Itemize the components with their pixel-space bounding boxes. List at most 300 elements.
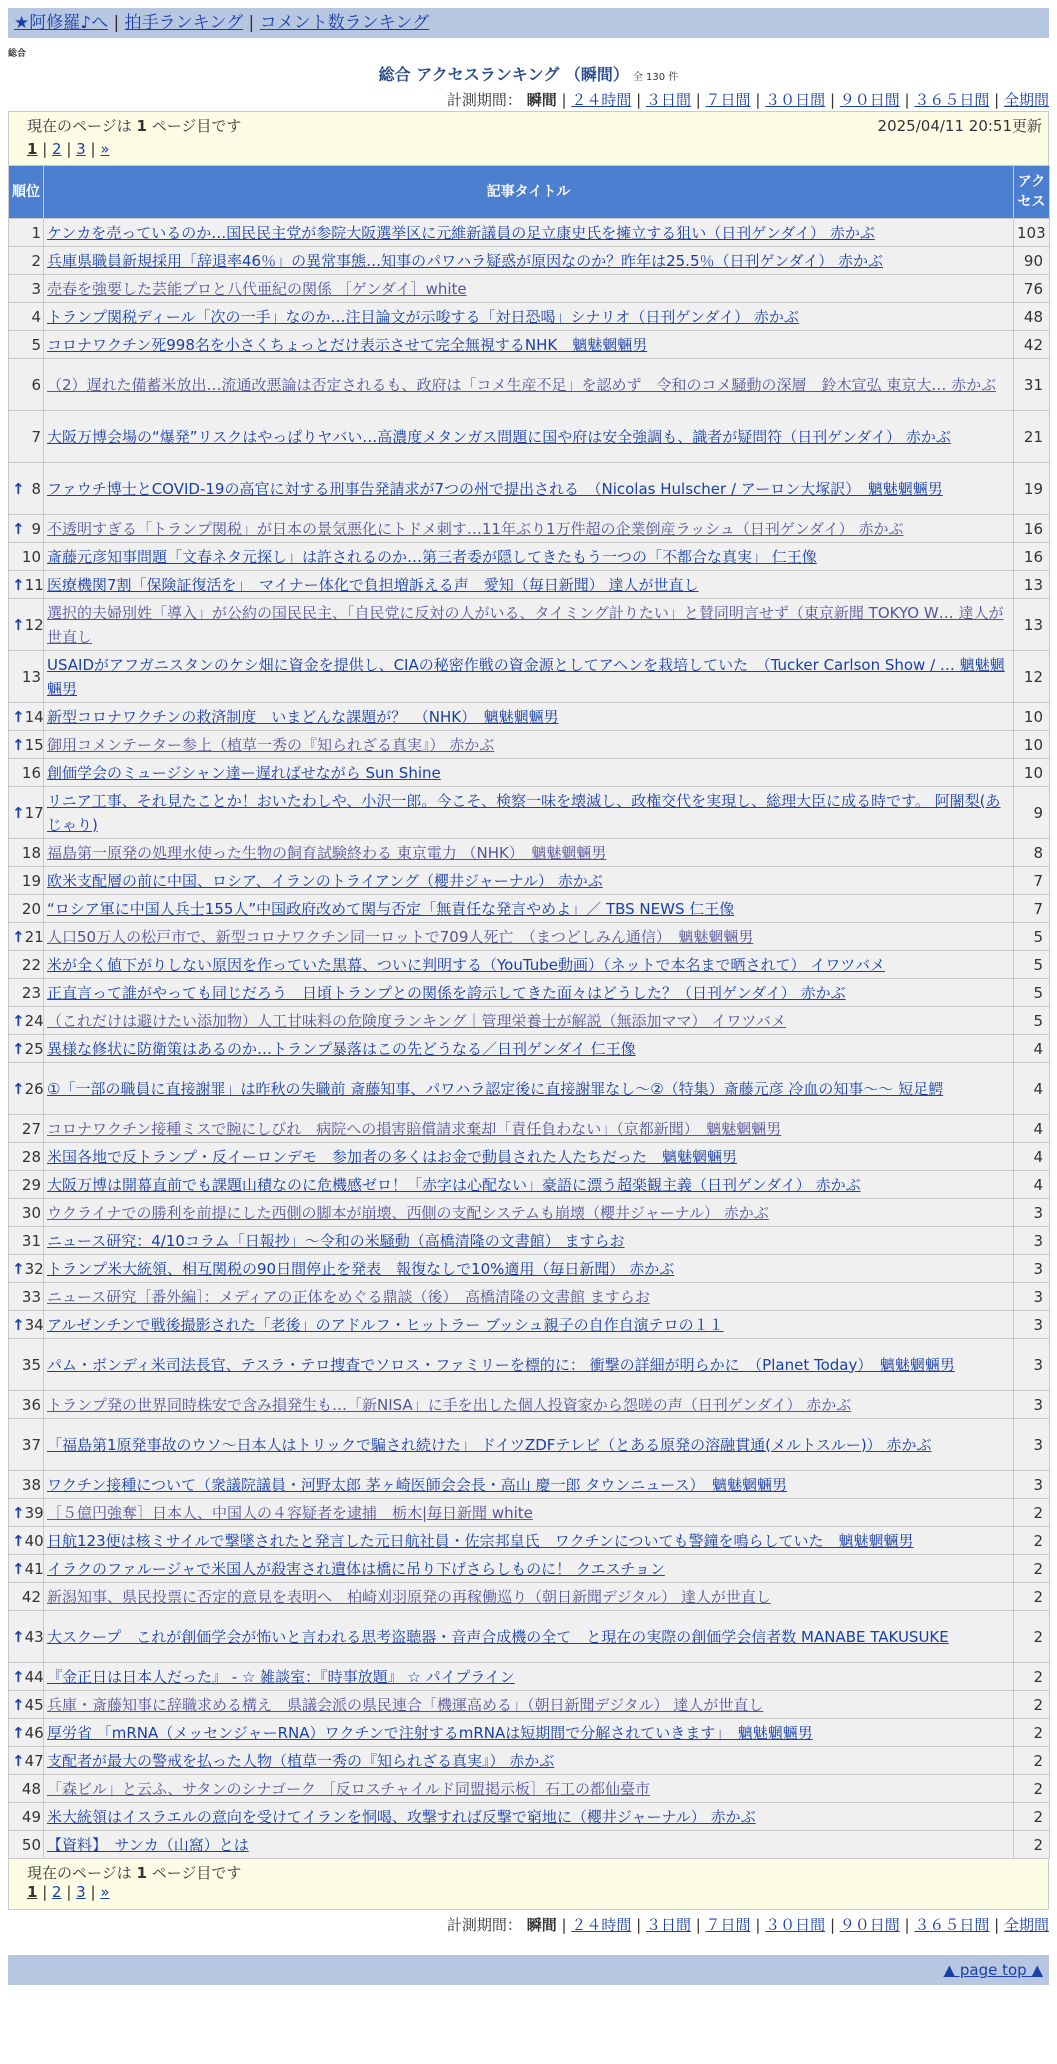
title-cell — [44, 1007, 1014, 1035]
title-cell — [44, 923, 1014, 951]
period-link[interactable]: ９０日間 — [839, 91, 900, 109]
article-link[interactable]: 厚労省 「mRNA（メッセンジャーRNA）ワクチンで注射するmRNAは短期間で分解されていきます」 魑魅魍魎男 — [47, 1723, 813, 1742]
title-cell — [44, 1063, 1014, 1115]
rank-number: 38 — [21, 1475, 41, 1494]
table-row — [9, 1255, 1050, 1283]
period-current: 瞬間 — [526, 91, 557, 109]
rank-cell — [9, 787, 44, 839]
article-link[interactable]: 大阪万博は開幕直前でも課題山積なのに危機感ゼロ！「赤字は心配ない」豪語に漂う超楽観主義（日刊ゲンダイ） 赤かぶ — [47, 1175, 861, 1194]
page-separator: | — [37, 1883, 53, 1901]
table-row — [9, 1831, 1050, 1859]
article-link[interactable]: 人口50万人の松戸市で、新型コロナワクチン同一ロットで709人死亡 （まつどしみん通信） 魑魅魍魎男 — [47, 927, 754, 946]
rank-number: 23 — [21, 983, 41, 1002]
rank-number: 37 — [21, 1435, 41, 1454]
table-row — [9, 515, 1050, 543]
table-row — [9, 1719, 1050, 1747]
next-page-link[interactable]: » — [100, 1883, 110, 1901]
rank-number: 14 — [24, 707, 44, 726]
rank-cell — [9, 1255, 44, 1283]
table-row — [9, 1611, 1050, 1663]
up-arrow-icon: ↑ — [12, 1259, 25, 1278]
table-row — [9, 951, 1050, 979]
title-cell — [44, 515, 1014, 543]
nav-separator: | — [248, 13, 255, 33]
table-row — [9, 1691, 1050, 1719]
rank-number: 15 — [24, 735, 44, 754]
page-link-current: 1 — [27, 140, 38, 158]
nav-separator: | — [113, 13, 120, 33]
top-nav-bar — [8, 8, 1049, 38]
period-link[interactable]: ３日間 — [645, 1916, 691, 1934]
rank-number: 40 — [24, 1531, 44, 1550]
title-cell — [44, 599, 1014, 651]
rank-cell — [9, 515, 44, 543]
table-row — [9, 703, 1050, 731]
table-row — [9, 543, 1050, 571]
article-link[interactable]: ケンカを売っているのか…国民民主党が参院大阪選挙区に元維新議員の足立康史氏を擁立する狙い（日刊ゲンダイ） 赤かぶ — [47, 223, 875, 242]
rank-number: 36 — [21, 1395, 41, 1414]
pager-current-page: 1 — [136, 117, 147, 135]
rank-cell — [9, 1143, 44, 1171]
up-arrow-icon: ↑ — [12, 1079, 25, 1098]
rank-number: 2 — [31, 251, 41, 270]
article-link[interactable]: 『金正日は日本人だった』 - ☆ 雑談室：『時事放題』 ☆ パイプライン — [47, 1667, 515, 1686]
period-label: 計測期間： — [446, 91, 522, 109]
period-separator: | — [750, 1916, 766, 1934]
period-link[interactable]: 全期間 — [1003, 91, 1049, 109]
access-count: 3 — [1014, 1311, 1050, 1339]
access-count: 4 — [1014, 1115, 1050, 1143]
title-cell — [44, 1199, 1014, 1227]
table-row — [9, 923, 1050, 951]
rank-cell — [9, 1199, 44, 1227]
header-rank: 順位 — [9, 166, 44, 219]
rank-number: 19 — [21, 871, 41, 890]
nav-link-comment-ranking[interactable]: コメント数ランキング — [259, 13, 430, 33]
rank-number: 39 — [24, 1503, 44, 1522]
article-link[interactable]: ワクチン接種について（衆議院議員・河野太郎 茅ヶ崎医師会会長・高山 慶一郎 タウンニュース） 魑魅魍魎男 — [47, 1475, 788, 1494]
table-row — [9, 759, 1050, 787]
rank-number: 31 — [21, 1231, 41, 1250]
access-count: 2 — [1014, 1691, 1050, 1719]
period-separator: | — [899, 1916, 915, 1934]
table-row — [9, 1747, 1050, 1775]
article-link[interactable]: USAIDがアフガニスタンのケシ畑に資金を提供し、CIAの秘密作戦の資金源としてアヘンを栽培していた （Tucker Carlson Show / … 魑魅魍魎男 — [47, 655, 1005, 698]
period-link[interactable]: ３６５日間 — [914, 1916, 990, 1934]
rank-number: 12 — [24, 615, 44, 634]
period-separator: | — [899, 91, 915, 109]
nav-link-asyura[interactable]: ★阿修羅♪へ — [14, 13, 109, 33]
article-link[interactable]: リニア工事、それ見たことか！おいたわしや、小沢一郎。今こそ、検察一味を壊滅し、政権交代を実現し、総理大臣に成る時です。 阿闍梨(あじゃり) — [47, 791, 1001, 834]
title-cell — [44, 1831, 1014, 1859]
page-title: 総合 アクセスランキング （瞬間） — [378, 65, 629, 84]
table-row — [9, 839, 1050, 867]
access-count: 3 — [1014, 1419, 1050, 1471]
article-link[interactable]: パム・ボンディ米司法長官、テスラ・テロ捜査でソロス・ファミリーを標的に： 衝撃の詳細が明らかに （Planet Today） 魑魅魍魎男 — [47, 1355, 955, 1374]
pager-top — [8, 111, 1049, 165]
period-separator: | — [825, 1916, 840, 1934]
article-link[interactable]: 「福島第1原発事故のウソ～日本人はトリックで騙され続けた」 ドイツZDFテレビ（とある原発の溶融貫通(メルトスルー)） 赤かぶ — [47, 1435, 932, 1454]
page-top-link[interactable]: ▲ page top ▲ — [943, 1961, 1043, 1979]
rank-cell — [9, 923, 44, 951]
page-separator: | — [85, 1883, 101, 1901]
table-row — [9, 1339, 1050, 1391]
access-count: 16 — [1014, 515, 1050, 543]
article-link[interactable]: コロナワクチン死998名を小さくちょっとだけ表示させて完全無視するNHK 魑魅魍魎男 — [47, 335, 648, 354]
rank-number: 5 — [31, 335, 41, 354]
title-cell — [44, 303, 1014, 331]
table-row — [9, 463, 1050, 515]
table-row — [9, 979, 1050, 1007]
article-link[interactable]: 選択的夫婦別姓「導入」が公約の国民民主、「自民党に反対の人がいる、タイミング計りたい」と賛同明言せず（東京新聞 TOKYO W… 達人が世直し — [47, 603, 1004, 646]
article-link[interactable]: コロナワクチン接種ミスで腕にしびれ 病院への損害賠償請求棄却「責任負わない」（京都新聞） 魑魅魍魎男 — [47, 1119, 782, 1138]
table-row — [9, 1007, 1050, 1035]
access-count: 103 — [1014, 219, 1050, 247]
access-count: 76 — [1014, 275, 1050, 303]
rank-number: 6 — [31, 375, 41, 394]
article-link[interactable]: 売春を強要した芸能プロと八代亜紀の関係 ［ゲンダイ］white — [47, 279, 467, 298]
rank-cell — [9, 463, 44, 515]
ranking-table — [8, 165, 1050, 1859]
article-link[interactable]: 日航123便は核ミサイルで撃墜されたと発言した元日航社員・佐宗邦皇氏 ワクチンについても警鐘を鳴らしていた 魑魅魍魎男 — [47, 1531, 914, 1550]
title-cell — [44, 571, 1014, 599]
rank-cell — [9, 1583, 44, 1611]
period-link[interactable]: ７日間 — [705, 91, 751, 109]
article-link[interactable]: トランプ発の世界同時株安で含み損発生も…「新NISA」に手を出した個人投資家から怨嗟の声（日刊ゲンダイ） 赤かぶ — [47, 1395, 852, 1414]
title-cell — [44, 359, 1014, 411]
article-link[interactable]: ウクライナでの勝利を前提にした西側の脚本が崩壊、西側の支配システムも崩壊（櫻井ジャーナル） 赤かぶ — [47, 1203, 769, 1222]
up-arrow-icon: ↑ — [12, 927, 25, 946]
access-count: 2 — [1014, 1775, 1050, 1803]
access-count: 4 — [1014, 1035, 1050, 1063]
rank-number: 24 — [24, 1011, 44, 1030]
table-row — [9, 1419, 1050, 1471]
access-count: 7 — [1014, 867, 1050, 895]
period-link[interactable]: ３０日間 — [765, 1916, 826, 1934]
rank-number: 27 — [21, 1119, 41, 1138]
title-cell — [44, 1035, 1014, 1063]
article-link[interactable]: 新潟知事、県民投票に否定的意見を表明へ 柏崎刈羽原発の再稼働巡り（朝日新聞デジタル） 達人が世直し — [47, 1587, 771, 1606]
rank-cell — [9, 1611, 44, 1663]
rank-cell — [9, 1339, 44, 1391]
rank-number: 13 — [21, 667, 41, 686]
table-row — [9, 1283, 1050, 1311]
next-page-link[interactable]: » — [100, 140, 110, 158]
access-count: 2 — [1014, 1719, 1050, 1747]
article-link[interactable]: イラクのファルージャで米国人が殺害され遺体は橋に吊り下げさらしものに！ クエスチョン — [47, 1559, 665, 1578]
up-arrow-icon: ↑ — [12, 1751, 25, 1770]
rank-number: 3 — [31, 279, 41, 298]
article-link[interactable]: 兵庫・斎藤知事に辞職求める構え 県議会派の県民連合「機運高める」（朝日新聞デジタル） 達人が世直し — [47, 1695, 764, 1714]
access-count: 5 — [1014, 979, 1050, 1007]
rank-number: 47 — [24, 1751, 44, 1770]
article-link[interactable]: 正直言って誰がやっても同じだろう 日頃トランプとの関係を誇示してきた面々はどうした？（日刊ゲンダイ） 赤かぶ — [47, 983, 846, 1002]
title-cell — [44, 703, 1014, 731]
access-count: 13 — [1014, 571, 1050, 599]
rank-cell — [9, 1419, 44, 1471]
access-count: 5 — [1014, 923, 1050, 951]
rank-cell — [9, 275, 44, 303]
pager-text-prefix: 現在のページは — [27, 1864, 132, 1882]
rank-number: 4 — [31, 307, 41, 326]
article-link[interactable]: 米が全く値下がりしない原因を作っていた黒幕、ついに判明する（YouTube動画）（ネットで本名まで晒されて） イワツバメ — [47, 955, 885, 974]
access-count: 10 — [1014, 759, 1050, 787]
article-link[interactable]: 米大統領はイスラエルの意向を受けてイランを恫喝、攻撃すれば反撃で窮地に（櫻井ジャーナル） 赤かぶ — [47, 1807, 756, 1826]
rank-cell — [9, 1063, 44, 1115]
period-label: 計測期間： — [446, 1916, 522, 1934]
access-count: 19 — [1014, 463, 1050, 515]
title-cell — [44, 1747, 1014, 1775]
up-arrow-icon: ↑ — [12, 1723, 25, 1742]
table-row — [9, 1499, 1050, 1527]
title-cell — [44, 1391, 1014, 1419]
rank-cell — [9, 703, 44, 731]
up-arrow-icon: ↑ — [12, 1531, 25, 1550]
page-separator: | — [61, 1883, 77, 1901]
title-cell — [44, 1227, 1014, 1255]
section-label: 総合 — [8, 49, 27, 59]
table-row — [9, 651, 1050, 703]
rank-cell — [9, 1283, 44, 1311]
table-row — [9, 1227, 1050, 1255]
access-count: 2 — [1014, 1611, 1050, 1663]
table-row — [9, 219, 1050, 247]
rank-cell — [9, 1691, 44, 1719]
access-count: 10 — [1014, 703, 1050, 731]
rank-number: 26 — [24, 1079, 44, 1098]
rank-number: 30 — [21, 1203, 41, 1222]
rank-number: 25 — [24, 1039, 44, 1058]
article-link[interactable]: トランプ関税ディール「次の一手」なのか…注目論文が示唆する「対日恐喝」シナリオ（日刊ゲンダイ） 赤かぶ — [47, 307, 799, 326]
table-row — [9, 1471, 1050, 1499]
period-separator: | — [989, 91, 1004, 109]
article-link[interactable]: 不透明すぎる「トランプ関税」が日本の景気悪化にトドメ刺す…11年ぶり1万件超の企業倒産ラッシュ（日刊ゲンダイ） 赤かぶ — [47, 519, 904, 538]
table-row — [9, 1803, 1050, 1831]
rank-number: 28 — [21, 1147, 41, 1166]
period-link[interactable]: ７日間 — [705, 1916, 751, 1934]
rank-cell — [9, 247, 44, 275]
title-cell — [44, 787, 1014, 839]
title-cell — [44, 275, 1014, 303]
title-cell — [44, 1283, 1014, 1311]
page-links — [27, 1883, 1030, 1901]
article-link[interactable]: 兵庫県職員新規採用「辞退率46％」の異常事態…知事のパワハラ疑惑が原因なのか？昨年は25.5％（日刊ゲンダイ） 赤かぶ — [47, 251, 884, 270]
header-access: アクセス — [1014, 166, 1050, 219]
period-separator: | — [690, 1916, 706, 1934]
period-selector — [8, 89, 1049, 111]
period-link[interactable]: 全期間 — [1003, 1916, 1049, 1934]
rank-number: 9 — [31, 519, 41, 538]
rank-cell — [9, 1831, 44, 1859]
rank-cell — [9, 867, 44, 895]
article-link[interactable]: 支配者が最大の警戒を払った人物（植草一秀の『知られざる真実』） 赤かぶ — [47, 1751, 555, 1770]
up-arrow-icon: ↑ — [12, 1039, 25, 1058]
title-cell — [44, 867, 1014, 895]
article-link[interactable]: 御用コメンテーター参上（植草一秀の『知られざる真実』） 赤かぶ — [47, 735, 495, 754]
article-link[interactable]: アルゼンチンで戦後撮影された「老後」のアドルフ・ヒットラー ブッシュ親子の自作自演テロの１１ — [47, 1315, 724, 1334]
rank-cell — [9, 1803, 44, 1831]
rank-number: 42 — [21, 1587, 41, 1606]
table-row — [9, 599, 1050, 651]
rank-number: 33 — [21, 1287, 41, 1306]
rank-cell — [9, 1035, 44, 1063]
rank-cell — [9, 839, 44, 867]
rank-cell — [9, 1471, 44, 1499]
access-count: 2 — [1014, 1527, 1050, 1555]
period-selector-bottom — [8, 1914, 1049, 1935]
table-row — [9, 275, 1050, 303]
period-link[interactable]: ２４時間 — [571, 1916, 632, 1934]
rank-number: 20 — [21, 899, 41, 918]
rank-number: 44 — [24, 1667, 44, 1686]
rank-number: 50 — [21, 1835, 41, 1854]
table-row — [9, 1391, 1050, 1419]
rank-cell — [9, 1499, 44, 1527]
period-link[interactable]: ３６５日間 — [914, 91, 990, 109]
title-cell — [44, 247, 1014, 275]
title-cell — [44, 1803, 1014, 1831]
article-link[interactable]: 福島第一原発の処理水使った生物の飼育試験終わる 東京電力 （NHK） 魑魅魍魎男 — [47, 843, 607, 862]
access-count: 4 — [1014, 1171, 1050, 1199]
rank-number: 34 — [24, 1315, 44, 1334]
rank-cell — [9, 543, 44, 571]
article-link[interactable]: 異様な修状に防衛策はあるのか…トランプ暴落はこの先どうなる／日刊ゲンダイ 仁王像 — [47, 1039, 636, 1058]
article-link[interactable]: 新型コロナワクチンの救済制度 いまどんな課題が？ （NHK） 魑魅魍魎男 — [47, 707, 559, 726]
article-link[interactable]: 創価学会のミュージシャン達ー遅ればせながら Sun Shine — [47, 763, 441, 782]
article-link[interactable]: （2）遅れた備蓄米放出…流通改悪論は否定されるも、政府は「コメ生産不足」を認めず 令和のコメ騒動の深層 鈴木宣弘 東京大… 赤かぶ — [47, 375, 997, 394]
up-arrow-icon: ↑ — [12, 479, 25, 498]
access-count: 13 — [1014, 599, 1050, 651]
table-row — [9, 1663, 1050, 1691]
rank-number: 21 — [24, 927, 44, 946]
rank-number: 10 — [21, 547, 41, 566]
header-title: 記事タイトル — [44, 166, 1014, 219]
article-link[interactable]: 医療機関7割「保険証復活を」 マイナー体化で負担増訴える声 愛知（毎日新聞） 達人が世直し — [47, 575, 699, 594]
page-link[interactable]: 2 — [52, 1883, 62, 1901]
rank-cell — [9, 359, 44, 411]
up-arrow-icon: ↑ — [12, 615, 25, 634]
up-arrow-icon: ↑ — [12, 803, 25, 822]
article-link[interactable]: トランプ米大統領、相互関税の90日間停止を発表 報復なしで10%適用（毎日新聞） 赤かぶ — [47, 1259, 675, 1278]
access-count: 16 — [1014, 543, 1050, 571]
title-cell — [44, 731, 1014, 759]
article-link[interactable]: ［５億円強奪］日本人、中国人の４容疑者を逮捕 栃木|毎日新聞 white — [47, 1503, 533, 1522]
access-count: 2 — [1014, 1499, 1050, 1527]
rank-number: 17 — [24, 803, 44, 822]
up-arrow-icon: ↑ — [12, 519, 25, 538]
page-separator: | — [61, 140, 77, 158]
article-link[interactable]: ①「一部の職員に直接謝罪」は昨秋の失職前 斎藤知事、パワハラ認定後に直接謝罪なし～②（特集）斎藤元彦 冷血の知事～～ 短足鰐 — [47, 1079, 944, 1098]
rank-number: 46 — [24, 1723, 44, 1742]
page-link[interactable]: 3 — [76, 140, 86, 158]
period-link[interactable]: ３０日間 — [765, 91, 826, 109]
table-row — [9, 867, 1050, 895]
access-count: 4 — [1014, 1143, 1050, 1171]
access-count: 21 — [1014, 411, 1050, 463]
article-link[interactable]: ニュース研究：4/10コラム「日報抄」～令和の米騒動（高橋清隆の文書館） ますらお — [47, 1231, 625, 1250]
article-link[interactable]: 斎藤元彦知事問題「文春ネタ元探し」は許されるのか…第三者委が隠してきたもう一つの「不都合な真実」 仁王像 — [47, 547, 817, 566]
table-row — [9, 303, 1050, 331]
article-link[interactable]: 「森ビル」と云ふ、サタンのシナゴーク ［反ロスチャイルド同盟掲示板］石工の都仙臺市 — [47, 1779, 650, 1798]
table-row — [9, 1171, 1050, 1199]
access-count: 10 — [1014, 731, 1050, 759]
rank-cell — [9, 1527, 44, 1555]
rank-cell — [9, 219, 44, 247]
rank-cell — [9, 1747, 44, 1775]
table-row — [9, 1775, 1050, 1803]
rank-number: 11 — [24, 575, 44, 594]
access-count: 42 — [1014, 331, 1050, 359]
article-link[interactable]: ファウチ博士とCOVID-19の高官に対する刑事告発請求が7つの州で提出される （Nicolas Hulscher / アーロン大塚訳） 魑魅魍魎男 — [47, 479, 943, 498]
title-cell — [44, 411, 1014, 463]
period-link[interactable]: ２４時間 — [571, 91, 632, 109]
rank-cell — [9, 599, 44, 651]
page-separator: | — [85, 140, 101, 158]
rank-cell — [9, 1115, 44, 1143]
article-link[interactable]: 大スクープ これが創価学会が怖いと言われる思考盗聴器・音声合成機の全て と現在の実際の創価学会信者数 MANABE TAKUSUKE — [47, 1627, 949, 1646]
access-count: 3 — [1014, 1255, 1050, 1283]
title-cell — [44, 839, 1014, 867]
up-arrow-icon: ↑ — [12, 735, 25, 754]
access-count: 2 — [1014, 1663, 1050, 1691]
access-count: 2 — [1014, 1555, 1050, 1583]
access-count: 48 — [1014, 303, 1050, 331]
article-link[interactable]: 欧米支配層の前に中国、ロシア、イランのトライアング（櫻井ジャーナル） 赤かぶ — [47, 871, 603, 890]
title-cell — [44, 1583, 1014, 1611]
rank-cell — [9, 411, 44, 463]
access-count: 90 — [1014, 247, 1050, 275]
table-row — [9, 1311, 1050, 1339]
article-link[interactable]: （これだけは避けたい添加物）人工甘味料の危険度ランキング｜管理栄養士が解説（無添加ママ） イワツバメ — [47, 1011, 787, 1030]
rank-cell — [9, 1007, 44, 1035]
up-arrow-icon: ↑ — [12, 1695, 25, 1714]
access-count: 3 — [1014, 1391, 1050, 1419]
page-link-current: 1 — [27, 1883, 38, 1901]
period-link[interactable]: ９０日間 — [839, 1916, 900, 1934]
title-cell — [44, 1419, 1014, 1471]
period-links — [562, 91, 1050, 109]
nav-link-applause-ranking[interactable]: 拍手ランキング — [124, 13, 244, 33]
rank-cell — [9, 1227, 44, 1255]
article-link[interactable]: 【資料】 サンカ（山窩）とは — [47, 1835, 249, 1854]
page-separator: | — [37, 140, 53, 158]
title-cell — [44, 1311, 1014, 1339]
title-cell — [44, 463, 1014, 515]
rank-cell — [9, 1775, 44, 1803]
page-title-row — [0, 62, 1057, 85]
up-arrow-icon: ↑ — [12, 1315, 25, 1334]
up-arrow-icon: ↑ — [12, 575, 25, 594]
table-row — [9, 411, 1050, 463]
access-count: 3 — [1014, 1471, 1050, 1499]
table-row — [9, 331, 1050, 359]
rank-cell — [9, 951, 44, 979]
article-link[interactable]: 米国各地で反トランプ・反イーロンデモ 参加者の多くはお金で動員された人たちだった 魑魅魍魎男 — [47, 1147, 738, 1166]
article-link[interactable]: 大阪万博会場の“爆発”リスクはやっぱりヤバい…高濃度メタンガス問題に国や府は安全強調も、識者が疑問符（日刊ゲンダイ） 赤かぶ — [47, 427, 951, 446]
pager-current-page: 1 — [136, 1864, 147, 1882]
page-link[interactable]: 3 — [76, 1883, 86, 1901]
table-row — [9, 895, 1050, 923]
period-link[interactable]: ３日間 — [645, 91, 691, 109]
title-cell — [44, 1663, 1014, 1691]
article-link[interactable]: ニュース研究［番外編］：メディアの正体をめぐる鼎談（後） 高橋清隆の文書館 ますらお — [47, 1287, 650, 1306]
page-link[interactable]: 2 — [52, 140, 62, 158]
article-link[interactable]: “ロシア軍に中国人兵士155人”中国政府改めて関与否定「無責任な発言やめよ」／ TBS NEWS 仁王像 — [47, 899, 735, 918]
access-count: 3 — [1014, 1227, 1050, 1255]
access-count: 2 — [1014, 1583, 1050, 1611]
title-cell — [44, 1611, 1014, 1663]
table-row — [9, 1115, 1050, 1143]
